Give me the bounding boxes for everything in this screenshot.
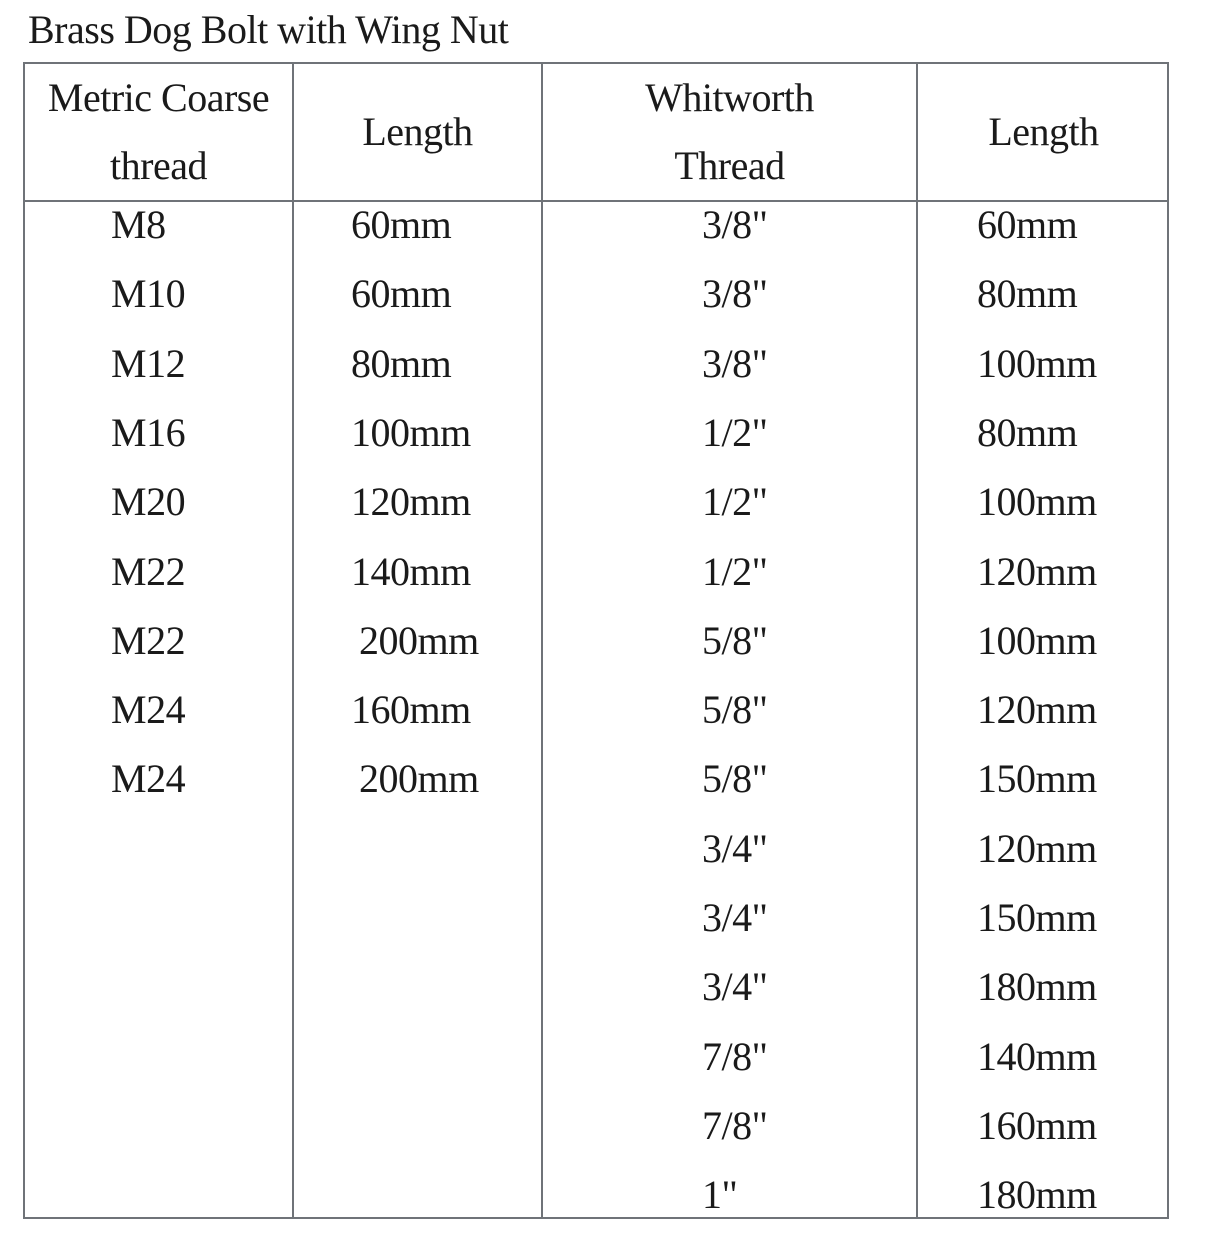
metric-thread-cell: M12: [111, 341, 186, 386]
metric-length-cell: 60mm: [351, 271, 452, 316]
whitworth-thread-cell: 5/8": [702, 618, 768, 663]
whitworth-length-cell: 160mm: [977, 1103, 1097, 1148]
whitworth-thread-cell: 3/8": [702, 202, 768, 247]
metric-thread-cell: M20: [111, 479, 186, 524]
whitworth-length-cell: 100mm: [977, 341, 1097, 386]
metric-thread-cell: M22: [111, 549, 186, 594]
whitworth-thread-cell: 5/8": [702, 756, 768, 801]
header-whitworth-thread: [543, 64, 916, 200]
whitworth-thread-cell: 3/4": [702, 964, 768, 1009]
header-whitworth-length: [918, 64, 1169, 200]
whitworth-length-cell: 150mm: [977, 895, 1097, 940]
whitworth-length-cell: 150mm: [977, 756, 1097, 801]
whitworth-length-cell: 60mm: [977, 202, 1078, 247]
metric-length-cell: 200mm: [359, 756, 479, 801]
header-metric-length-label: Length: [362, 109, 473, 154]
metric-thread-cell: M10: [111, 271, 186, 316]
whitworth-length-cell: 120mm: [977, 687, 1097, 732]
column-divider: [541, 64, 543, 1217]
header-whitworth-line1: Whitworth: [645, 75, 814, 120]
page-title: Brass Dog Bolt with Wing Nut: [28, 7, 509, 52]
header-metric-length: [294, 64, 541, 200]
whitworth-thread-cell: 3/4": [702, 895, 768, 940]
metric-length-cell: 80mm: [351, 341, 452, 386]
column-divider: [916, 64, 918, 1217]
whitworth-length-cell: 100mm: [977, 479, 1097, 524]
header-metric-thread: [25, 64, 292, 200]
whitworth-length-cell: 100mm: [977, 618, 1097, 663]
whitworth-thread-cell: 5/8": [702, 687, 768, 732]
whitworth-length-cell: 180mm: [977, 964, 1097, 1009]
metric-length-cell: 60mm: [351, 202, 452, 247]
metric-length-cell: 140mm: [351, 549, 471, 594]
whitworth-length-cell: 120mm: [977, 826, 1097, 871]
metric-thread-cell: M24: [111, 756, 186, 801]
whitworth-thread-cell: 3/8": [702, 341, 768, 386]
whitworth-length-cell: 120mm: [977, 549, 1097, 594]
header-whitworth-line2: Thread: [674, 143, 785, 188]
whitworth-length-cell: 140mm: [977, 1034, 1097, 1079]
metric-length-cell: 200mm: [359, 618, 479, 663]
whitworth-thread-cell: 3/8": [702, 271, 768, 316]
metric-thread-cell: M8: [111, 202, 166, 247]
whitworth-thread-cell: 1/2": [702, 479, 768, 524]
whitworth-length-cell: 180mm: [977, 1172, 1097, 1217]
bolt-size-table: [23, 62, 1169, 1219]
header-metric-line1: Metric Coarse: [47, 75, 270, 120]
header-whitworth-length-label: Length: [988, 109, 1099, 154]
metric-length-cell: 120mm: [351, 479, 471, 524]
whitworth-thread-cell: 7/8": [702, 1034, 768, 1079]
metric-length-cell: 160mm: [351, 687, 471, 732]
whitworth-length-cell: 80mm: [977, 410, 1078, 455]
metric-length-cell: 100mm: [351, 410, 471, 455]
whitworth-thread-cell: 3/4": [702, 826, 768, 871]
column-divider: [292, 64, 294, 1217]
whitworth-length-cell: 80mm: [977, 271, 1078, 316]
metric-thread-cell: M24: [111, 687, 186, 732]
whitworth-thread-cell: 1": [702, 1172, 738, 1217]
metric-thread-cell: M22: [111, 618, 186, 663]
metric-thread-cell: M16: [111, 410, 186, 455]
whitworth-thread-cell: 7/8": [702, 1103, 768, 1148]
whitworth-thread-cell: 1/2": [702, 549, 768, 594]
header-metric-line2: thread: [110, 143, 207, 188]
whitworth-thread-cell: 1/2": [702, 410, 768, 455]
